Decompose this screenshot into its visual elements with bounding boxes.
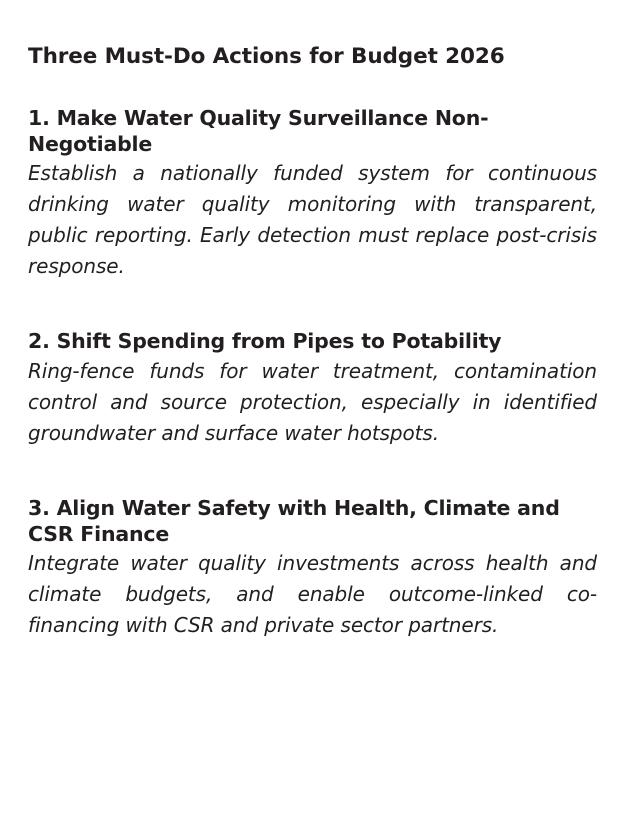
action-item-3-heading: 3. Align Water Safety with Health, Climate and CSR Finance [28,495,560,546]
action-item-1 [28,105,597,282]
action-item-1-heading: 1. Make Water Quality Surveillance Non-Negotiable [28,105,489,157]
page-title: Three Must-Do Actions for Budget 2026 [28,44,505,69]
action-item-1-body: Establish a nationally funded system for continuous drinking water quality monitoring with transparent, public reporting. Early detection must replace post-crisis response. [28,161,597,279]
action-item-3 [28,495,597,641]
action-item-2 [28,328,597,448]
action-item-2-heading: 2. Shift Spending from Pipes to Potability [28,329,502,354]
action-item-2-body: Ring-fence funds for water treatment, contamination control and source protection, especially in identified groundwater and surface water hotspots. [28,358,597,445]
action-item-3-body: Integrate water quality investments across health and climate budgets, and enable outcome-linked co-financing with CSR and private sector partners. [28,551,597,638]
